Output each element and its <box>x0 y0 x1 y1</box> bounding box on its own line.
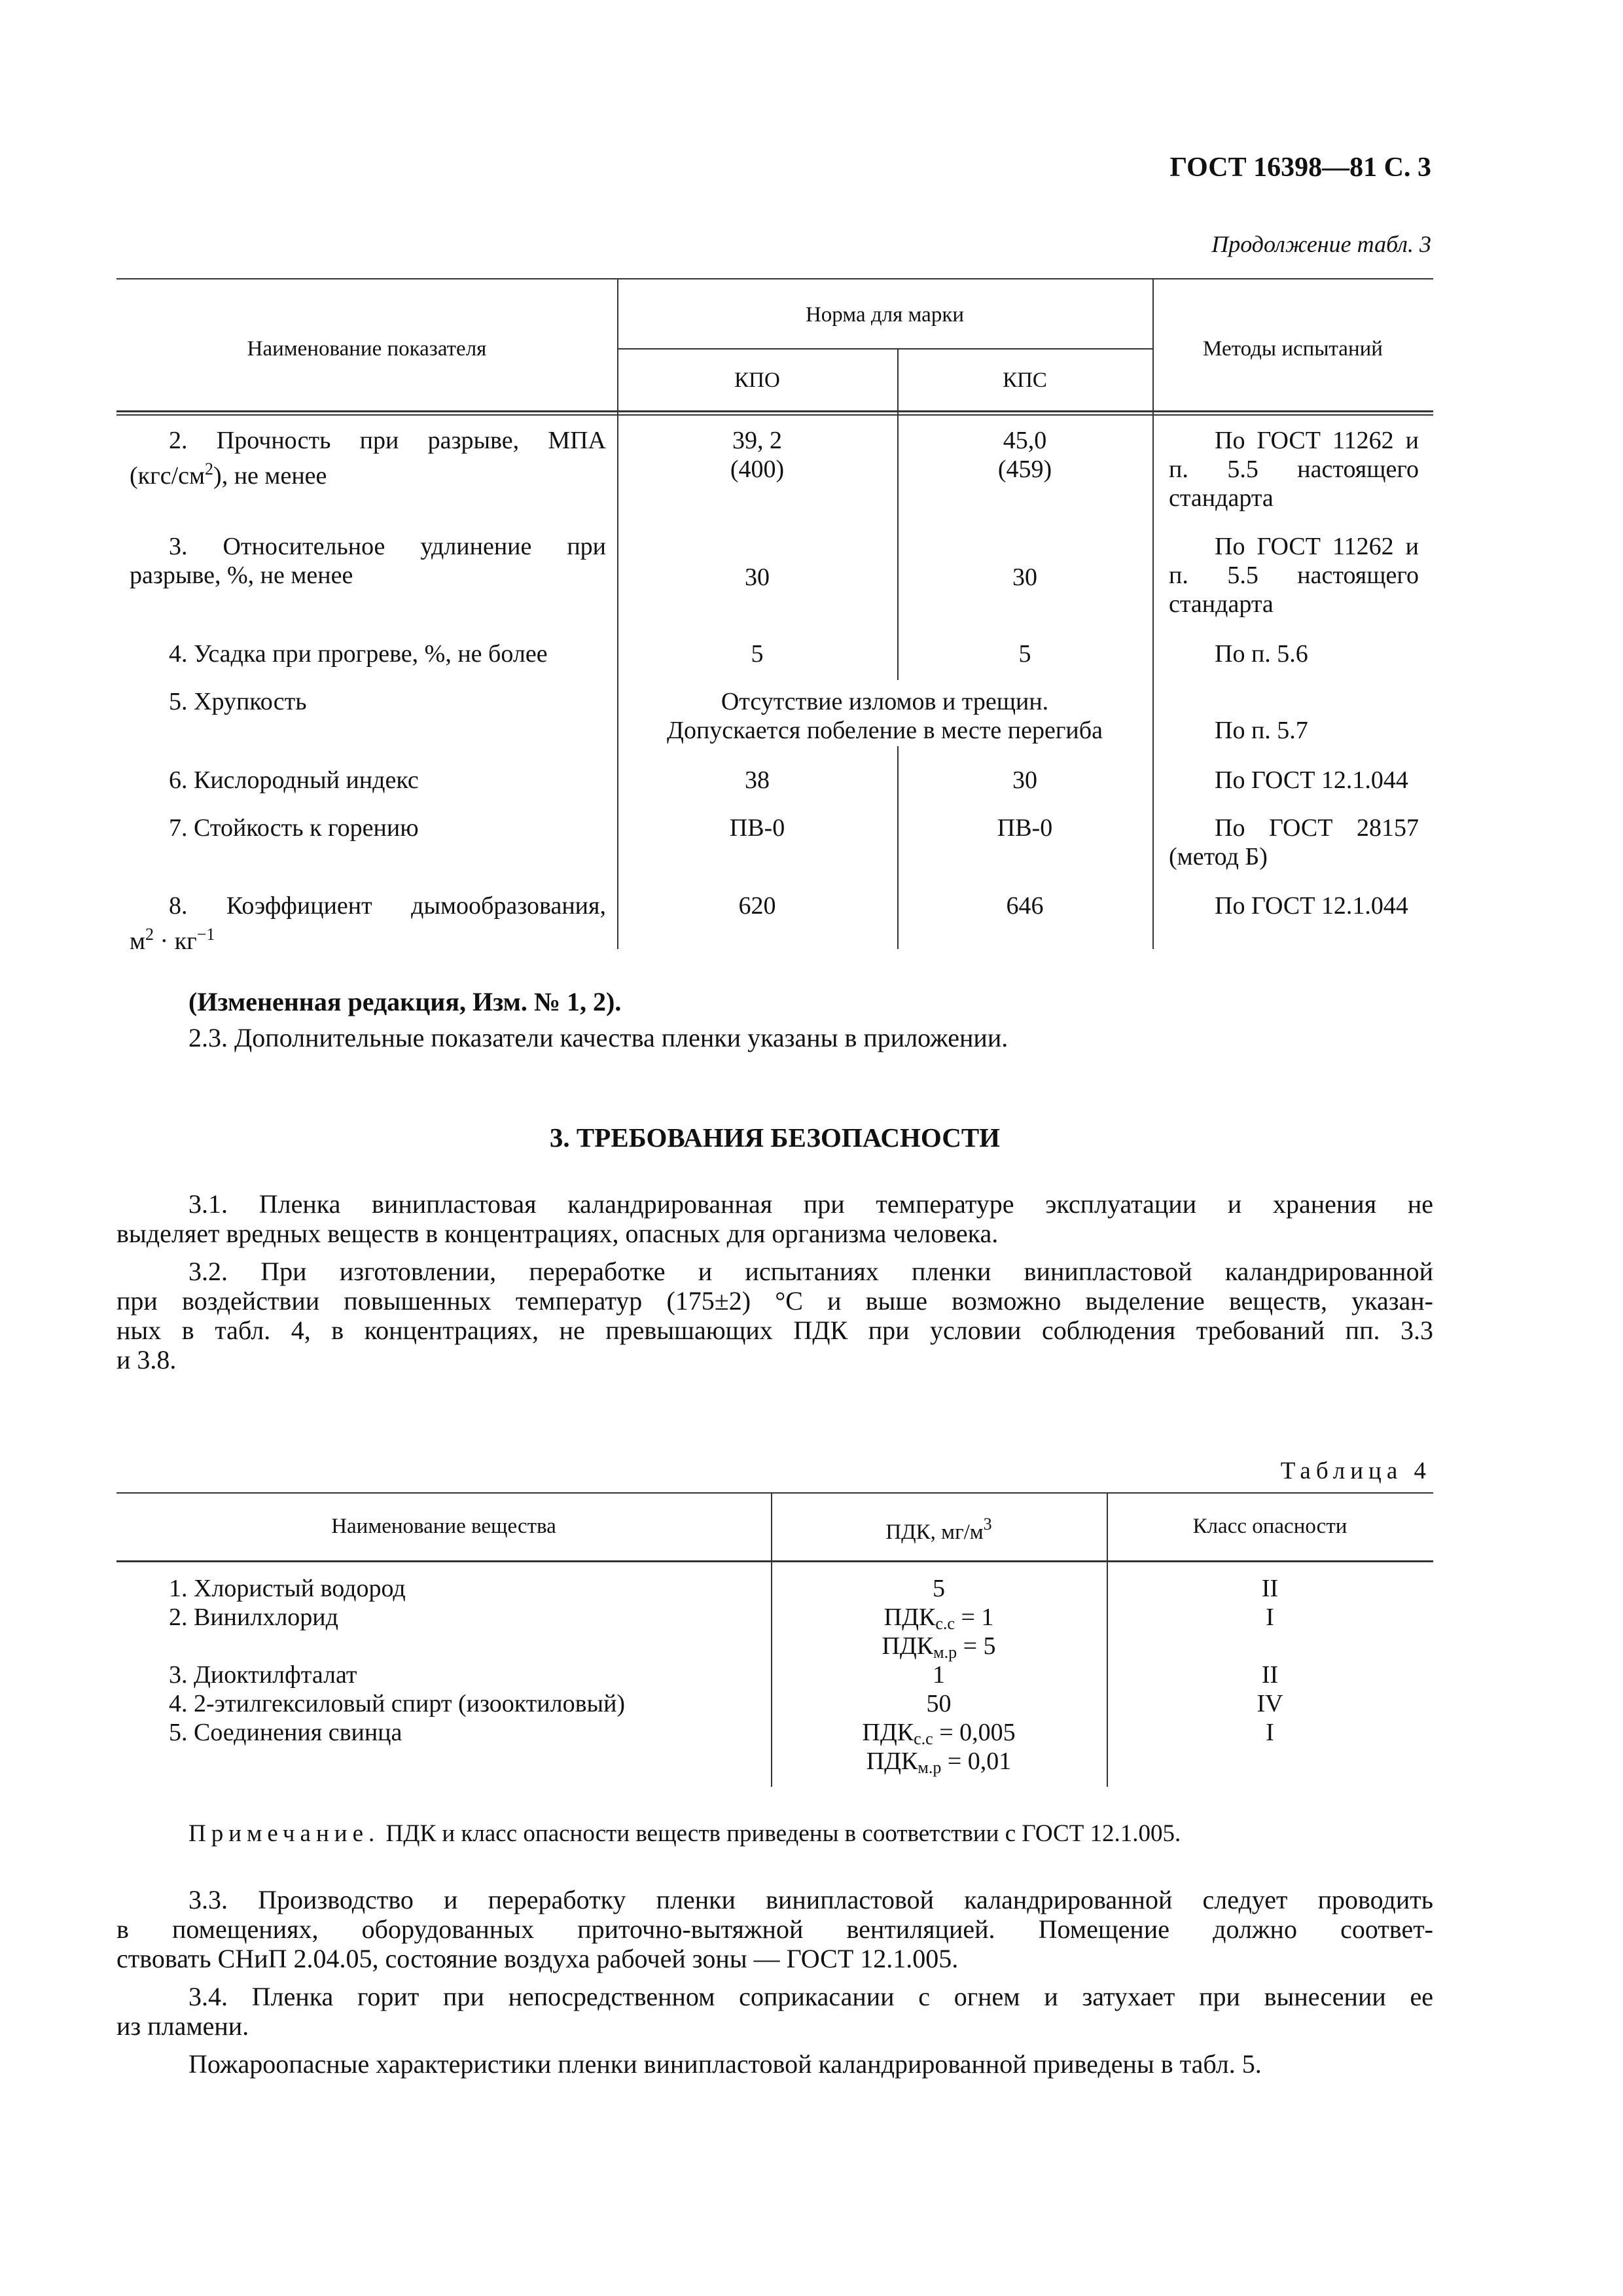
substance-2: 2. Винилхлорид <box>169 1604 338 1631</box>
row-5-merged-norm: Отсутствие изломов и трещин. Допускается побеление в месте перегиба <box>667 688 1103 744</box>
substance-4: 4. 2-этилгексиловый спирт (изооктиловый) <box>169 1690 626 1717</box>
col-header-name: Наименование показателя <box>247 337 487 361</box>
class-3: II <box>1261 1661 1279 1689</box>
class-2: I <box>1266 1604 1274 1631</box>
row-4-name: 4. Усадка при прогреве, %, не более <box>169 640 548 668</box>
class-1: II <box>1261 1575 1279 1602</box>
row-3-kpo: 30 <box>745 564 770 591</box>
col-header-norm: Норма для марки <box>805 303 965 327</box>
row-2-name: 2. Прочность при разрыве, МПА <box>169 427 606 454</box>
table-continuation-label: Продолжение табл. 3 <box>1211 231 1431 257</box>
class-4: IV <box>1257 1690 1283 1717</box>
amendment-note: (Измененная редакция, Изм. № 1, 2). <box>188 987 622 1016</box>
row-6-kps: 30 <box>1012 766 1037 794</box>
row-7-kpo: ПВ-0 <box>729 814 785 842</box>
row-7-method: По ГОСТ 28157 (метод Б) <box>1169 814 1419 870</box>
page-header: ГОСТ 16398—81 С. 3 <box>1169 152 1431 183</box>
row-4-kpo: 5 <box>751 640 764 668</box>
col-header-substance: Наименование вещества <box>331 1515 556 1538</box>
paragraph-3-3: 3.3. Производство и переработку пленки винипластовой каландрированной следует проводить в помещениях, оборудованных приточно-вытяжной вентиляцией. Помещение должно соответ- ствовать СНиП 2.04.05, состояние воздуха рабочей зоны — ГОСТ 12.1.005. <box>116 1885 1433 1973</box>
row-8-kpo: 620 <box>738 892 776 920</box>
row-2-method: По ГОСТ 11262 и п. 5.5 настоящего стандарта <box>1169 427 1419 512</box>
row-2-name-cont: $(кгс/см^2)$, не менее <box>130 459 327 490</box>
row-7-kps: ПВ-0 <box>997 814 1053 842</box>
paragraph-3-1: 3.1. Пленка винипластовая каландрированная при температуре эксплуатации и хранения не выделяет вредных веществ в концентрациях, опасных для организма человека. <box>116 1189 1433 1248</box>
substance-5: 5. Соединения свинца <box>169 1719 402 1746</box>
row-6-kpo: 38 <box>745 766 770 794</box>
row-5-method: По п. 5.7 <box>1215 717 1308 744</box>
col-header-hazard-class: Класс опасности <box>1192 1515 1347 1538</box>
row-8-name-cont: $м^2 \cdot кг^{-1}$ <box>130 925 215 955</box>
paragraph-3-2: 3.2. При изготовлении, переработке и испытаниях пленки винипластовой каландрированной при воздействии повышенных температур (175±2) °С и выше возможно выделение веществ, указан- ных в табл. 4, в концентрациях, не превышающих ПДК при условии соблюдения требований пп. 3.3 и 3.8. <box>116 1257 1433 1374</box>
row-6-method: По ГОСТ 12.1.044 <box>1215 766 1408 794</box>
row-3-method: По ГОСТ 11262 и п. 5.5 настоящего стандарта <box>1169 533 1419 618</box>
row-2-kpo: 39, 2 (400) <box>730 427 785 483</box>
row-8-method: По ГОСТ 12.1.044 <box>1215 892 1408 920</box>
row-8-name: 8. Коэффициент дымообразования, <box>169 892 606 920</box>
col-header-kpo: КПО <box>734 368 780 392</box>
substance-1: 1. Хлористый водород <box>169 1575 406 1602</box>
paragraph-3-4: 3.4. Пленка горит при непосредственном соприкасании с огнем и затухает при вынесении ее из пламени. <box>116 1982 1433 2041</box>
class-5: I <box>1266 1719 1274 1746</box>
pdk-5a: $ПДК_{с.с} = 0,005$ <box>862 1719 1016 1748</box>
note-label: Примечание. <box>188 1820 380 1847</box>
table-4-caption: Таблица 4 <box>1280 1458 1431 1484</box>
row-5-name: 5. Хрупкость <box>169 688 307 715</box>
section-3-title: 3. ТРЕБОВАНИЯ БЕЗОПАСНОСТИ <box>549 1122 1001 1153</box>
col-header-pdk: ПДК, $мг/м^3$ <box>885 1515 992 1544</box>
pdk-2a: $ПДК_{с.с} = 1$ <box>883 1604 994 1633</box>
row-2-kps: 45,0 (459) <box>997 427 1052 483</box>
pdk-2b: $ПДК_{м.р} = 5$ <box>882 1632 996 1662</box>
row-4-method: По п. 5.6 <box>1215 640 1308 668</box>
paragraph-2-3: 2.3. Дополнительные показатели качества пленки указаны в приложении. <box>188 1023 1008 1052</box>
pdk-5b: $ПДК_{м.р} = 0,01$ <box>866 1748 1012 1777</box>
substance-3: 3. Диоктилфталат <box>169 1661 357 1689</box>
pdk-4: 50 <box>926 1690 952 1717</box>
col-header-kps: КПС <box>1003 368 1047 392</box>
pdk-3: 1 <box>933 1661 945 1689</box>
row-3-name-cont: разрыве, %, не менее <box>130 562 353 589</box>
paragraph-fire-characteristics: Пожароопасные характеристики пленки винипластовой каландрированной приведены в табл. 5. <box>188 2049 1262 2079</box>
pdk-1: 5 <box>933 1575 945 1602</box>
row-3-kps: 30 <box>1012 564 1037 591</box>
row-3-name: 3. Относительное удлинение при <box>169 533 606 560</box>
row-4-kps: 5 <box>1018 640 1031 668</box>
row-7-name: 7. Стойкость к горению <box>169 814 419 842</box>
table-4-note <box>188 1820 1181 1848</box>
col-header-methods: Методы испытаний <box>1203 337 1383 361</box>
row-8-kps: 646 <box>1006 892 1044 920</box>
note-text: ПДК и класс опасности веществ приведены в соответствии с ГОСТ 12.1.005. <box>380 1820 1181 1847</box>
row-6-name: 6. Кислородный индекс <box>169 766 419 794</box>
